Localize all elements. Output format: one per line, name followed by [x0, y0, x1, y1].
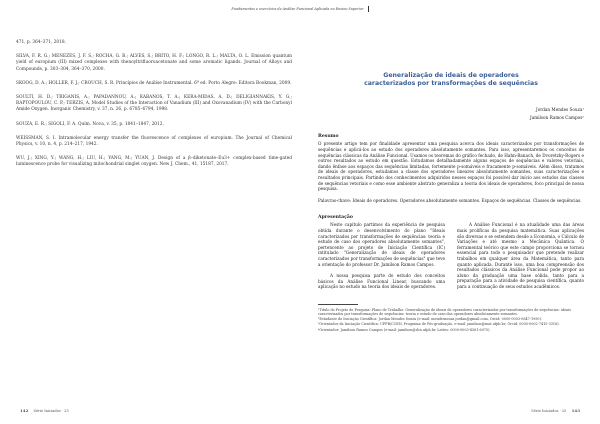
chapter-title-line-1: Generalização de ideais de operadores — [383, 72, 519, 79]
footer-right-series: Série Iniciados · 25 — [531, 409, 567, 413]
intro-columns — [318, 222, 584, 296]
abstract-heading: Resumo — [318, 134, 339, 140]
keywords: Palavras-chave: Ideais de operadores. Operadores absolutamente somantes. Espaços de sequências. Classes de sequências. — [318, 197, 582, 203]
author-1: Jordan Mendes Souza¹ — [536, 107, 584, 113]
reference-entry: SKOOG, D. A.; HOLLER, F. J.; CROUCH, S. R. Princípios de Análise Instrumental. 6ª ed. Porto Alegre: Editora Bookman, 2009. — [16, 80, 292, 86]
intro-heading: Apresentação — [318, 215, 353, 221]
footer-left-series: Série Iniciados · 25 — [33, 409, 69, 413]
intro-paragraph: A Análise Funcional é na atualidade uma das áreas mais prolíficas da pesquisa matemática. Suas aplicações são diversas e se estendem desde a Economia, o Cálculo de Variações e até mesmo a Mecânica Quântica. O ferramental teórico que este campo proporciona se tornou essencial para todo o pesquisador que pretende realizar trabalhos em qualquer área da Matemática, tanto para quanto aplicada. Durante isso, uma boa compreensão dos resultados clássicos da Análise Funcional pode propor ao aluno da graduação uma base sólida, tanto para a preparação para a atividade de pesquisa científica, quanto para a continuação de seus estudos acadêmicos. — [457, 222, 584, 289]
reference-entry: SILVA, F. R. G.; MENEZES, J. F. S.; ROCHA, G. B.; ALVES, S.; BRITO, H. F.; LONGO, R. L.; MALTA, O. L. Emission quantum yield of europium (III) mixed complexes with thenoyltrifluoroacetonate and some aromatic ligands. Journal of Alloys and Compounds, p. 303–304, 364–370, 2000. — [16, 54, 292, 72]
running-head-text: Fundamentos e exercícios de Análise Funcional Aplicada no Ensino Superior — [231, 7, 364, 11]
chapter-title — [318, 72, 584, 88]
author-2: Jamilson Ramos Campos² — [530, 115, 584, 121]
reference-entry: WU, J.; XING, Y.; WANG, H.; LIU, H.; YANG, M.; YUAN, J. Design of a β–diketonate–Eu3+ complex-based time-gated luminescence probe for visualizing mitochondrial singlet oxygen. New J. Chem., 41, 15187, 2017. — [16, 156, 292, 168]
running-head-bar — [368, 6, 369, 12]
page-number-right: 143 — [571, 408, 580, 413]
footer-left — [16, 408, 69, 413]
footer-right — [531, 408, 584, 413]
footnote: ¹Título do Projeto de Pesquisa: Plano de Trabalho: Generalização de ideais de operadores caracterizados por transformações de sequências: ideais caracterizados por transformações de sequências: teoria e estudo de caso dos operadores absolutamente somantes. — [318, 307, 571, 317]
reference-entry: 471, p. 364–371, 2018. — [16, 40, 66, 45]
footnote: ³Orientador da Iniciação Científica: UFPB/CCEN, Programa de Pós-graduação, e-mail: jamilson@mat.ufpb.br; Orcid: 0000-0002-7415-3316). — [318, 322, 560, 327]
footnote: ²Estudante de Iniciação Científica: Jordan Mendes Souza (e-mail: mendessouza.jordan@gmail.com, Orcid: 0000-0003-0847-1990). — [318, 317, 542, 322]
intro-paragraph: A nossa pesquisa parte do estudo dos conceitos básicos da Análise Funcional Linear, buscando uma aplicação no estudo na teoria dos ideais de operadores. — [318, 273, 445, 290]
abstract-text: O presente artigo tem por finalidade apresentar uma pesquisa acerca dos ideais caracterizados por transformações de sequências e aplicá-los ao estudo dos operadores absolutamente somantes. Para isso, apresentaremos os conceitos de sequências clássicas da Análise Funcional. Usamos os teoremas do gráfico fechado, de Hahn-Banach, de Dvoretzky-Rogers e outros resultados ao estudo em questão. Estudamos detalhadamente alguns espaços de sequências e valores vetoriais, dando ênfase aos espaços das sequências limitadas, fortemente p-somáveis e fracamente p-somáveis. Além disso, tratamos de ideais de operadores, estudamos a classe dos operadores lineares absolutamente somantes, suas caracterizações e resultados principais. Partindo dos conhecimentos adquiridos nesses espaços foi possível dar início aos estudos das classes de sequências vetoriais e como esse ambiente abstrato generaliza a teoria dos ideais de operadores, foco principal de nossa pesquisa. — [318, 141, 584, 192]
chapter-title-line-2: caracterizados por transformações de sequências — [364, 80, 538, 88]
reference-entry: SOULTI, H. D.; TRIGANIS, A.; PAPADANNOU, A.; KABANOS, T. A.; KERA-MIDAS, A. D.; DELIGIANNAKIS, Y. G.; RAPTOPOULOU, C. P.; TERZIS, A. Model Studies of the Interaction of Vanadium (III) and Oxovanadium (IV) with the Carbonyl Amide Oxygen. Inorganic Chemistry, v. 37, n. 26, p. 6785–6794, 1998. — [16, 95, 292, 113]
reference-entry: SOUZA, E. R.; SIGOLI, F. A. Quím. Nova, v. 35, p. 1841–1847, 2012. — [16, 121, 164, 127]
right-page — [318, 40, 584, 333]
intro-column-2 — [457, 222, 584, 296]
intro-paragraph: Neste capítulo partimos da experiência de pesquisa obtida durante o desenvolvimento do plano "Ideais caracterizados por transformações de sequências: teoria e estudo de caso dos operadores absolutamente somantes", pertencente ao projeto de Iniciação Científica (IC) intitulado "Generalização de ideais de operadores caracterizados por transformações de sequências" que teve a orientação do professor Dr. Jamilson Ramos Campos. — [318, 222, 445, 267]
running-head — [0, 6, 600, 12]
footnote-rule — [318, 304, 358, 305]
reference-entry: WEISSMAN, S. I. Intramolecular energy transfer the fluorescence of complexes of europium. The Journal of Chemical Physics, v. 10, n. 4, p. 214–217, 1942. — [16, 135, 292, 148]
left-page — [16, 40, 292, 177]
footnote: ⁴Orientador: Jamilson Ramos Campos (e-mail: jamilson@dcx.ufpb.br, Lattes: 0000-0003-4561-6975). — [318, 327, 491, 332]
intro-column-1 — [318, 222, 445, 296]
page-number-left: 142 — [20, 408, 29, 413]
